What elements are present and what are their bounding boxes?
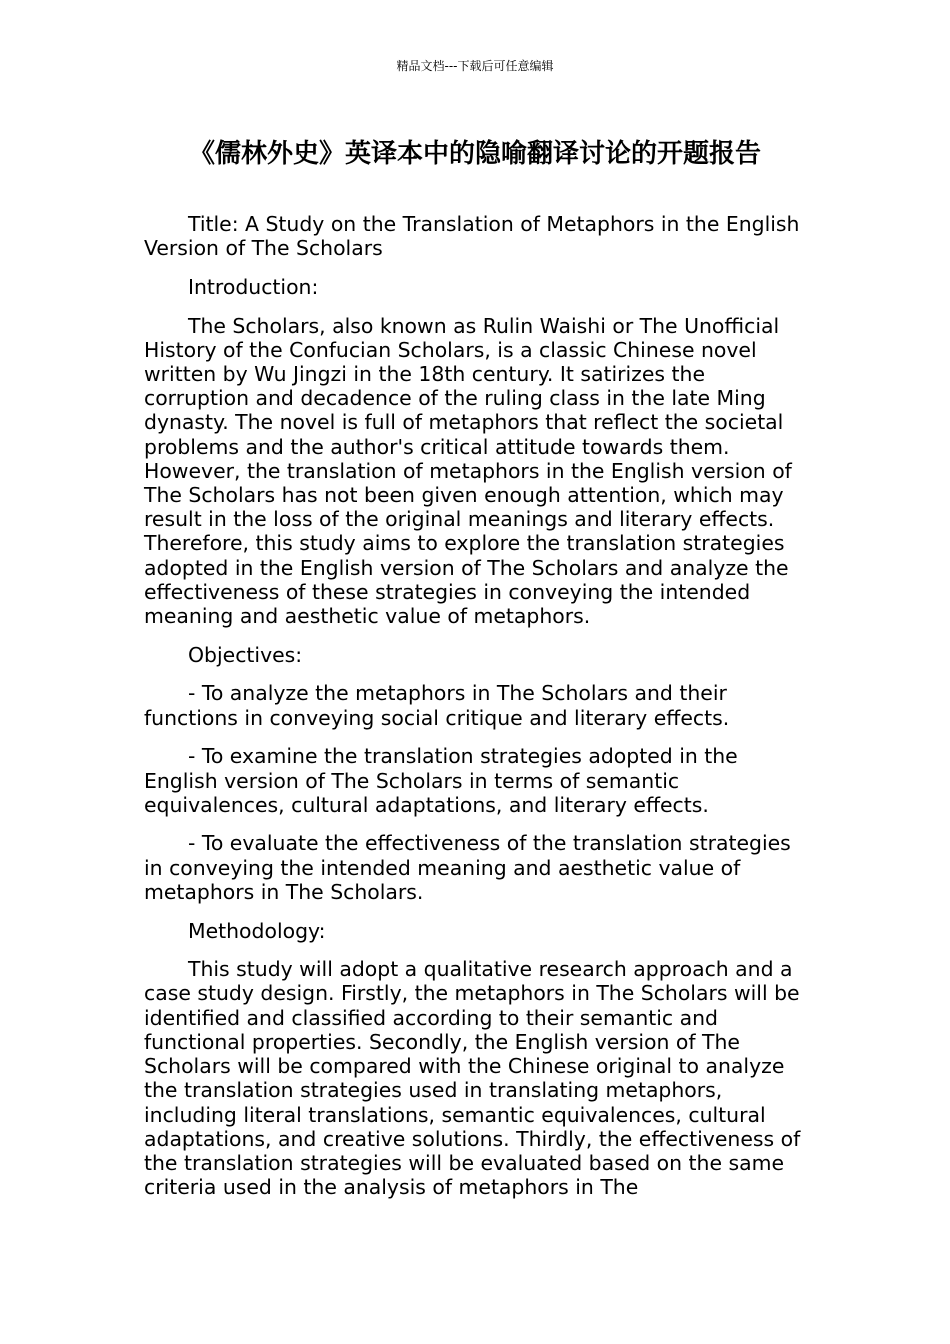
header-note: 精品文档---下载后可任意编辑: [396, 59, 554, 73]
methodology-paragraph: This study will adopt a qualitative research approach and a case study design. Firstly, the metaphors in The Scholars will be identified and classified according to their semantic and functional properties. Secondly, the English version of The Scholars will be compared with the Chinese original to analyze the translation strategies used in translating metaphors, including literal translations, semantic equivalences, cultural adaptations, and creative solutions. Thirdly, the effectiveness of the translation strategies will be evaluated based on the same criteria used in the analysis of metaphors in The: [144, 957, 801, 1200]
objectives-heading: Objectives:: [188, 642, 303, 667]
document-title: 《儒林外史》英译本中的隐喻翻译讨论的开题报告: [188, 139, 761, 169]
title-paragraph: Title: A Study on the Translation of Metaphors in the English Version of The Scholars: [144, 212, 800, 261]
introduction-heading: Introduction:: [188, 274, 319, 299]
objective-item: - To analyze the metaphors in The Scholars and their functions in conveying social critique and literary effects.: [144, 681, 730, 730]
introduction-paragraph: The Scholars, also known as Rulin Waishi or The Unofficial History of the Confucian Scholars, is a classic Chinese novel written by Wu Jingzi in the 18th century. It satirizes the corruption and decadence of the ruling class in the late Ming dynasty. The novel is full of metaphors that reflect the societal problems and the author's critical attitude towards them. However, the translation of metaphors in the English version of The Scholars has not been given enough attention, which may result in the loss of the original meanings and literary effects. Therefore, this study aims to explore the translation strategies adopted in the English version of The Scholars and analyze the effectiveness of these strategies in conveying the intended meaning and aesthetic value of metaphors.: [144, 313, 792, 629]
methodology-heading: Methodology:: [188, 918, 326, 943]
document-body: [144, 212, 808, 1214]
objective-item: - To evaluate the effectiveness of the translation strategies in conveying the intended meaning and aesthetic value of metaphors in The Scholars.: [144, 831, 791, 904]
objective-item: - To examine the translation strategies adopted in the English version of The Scholars in terms of semantic equivalences, cultural adaptations, and literary effects.: [144, 744, 738, 817]
